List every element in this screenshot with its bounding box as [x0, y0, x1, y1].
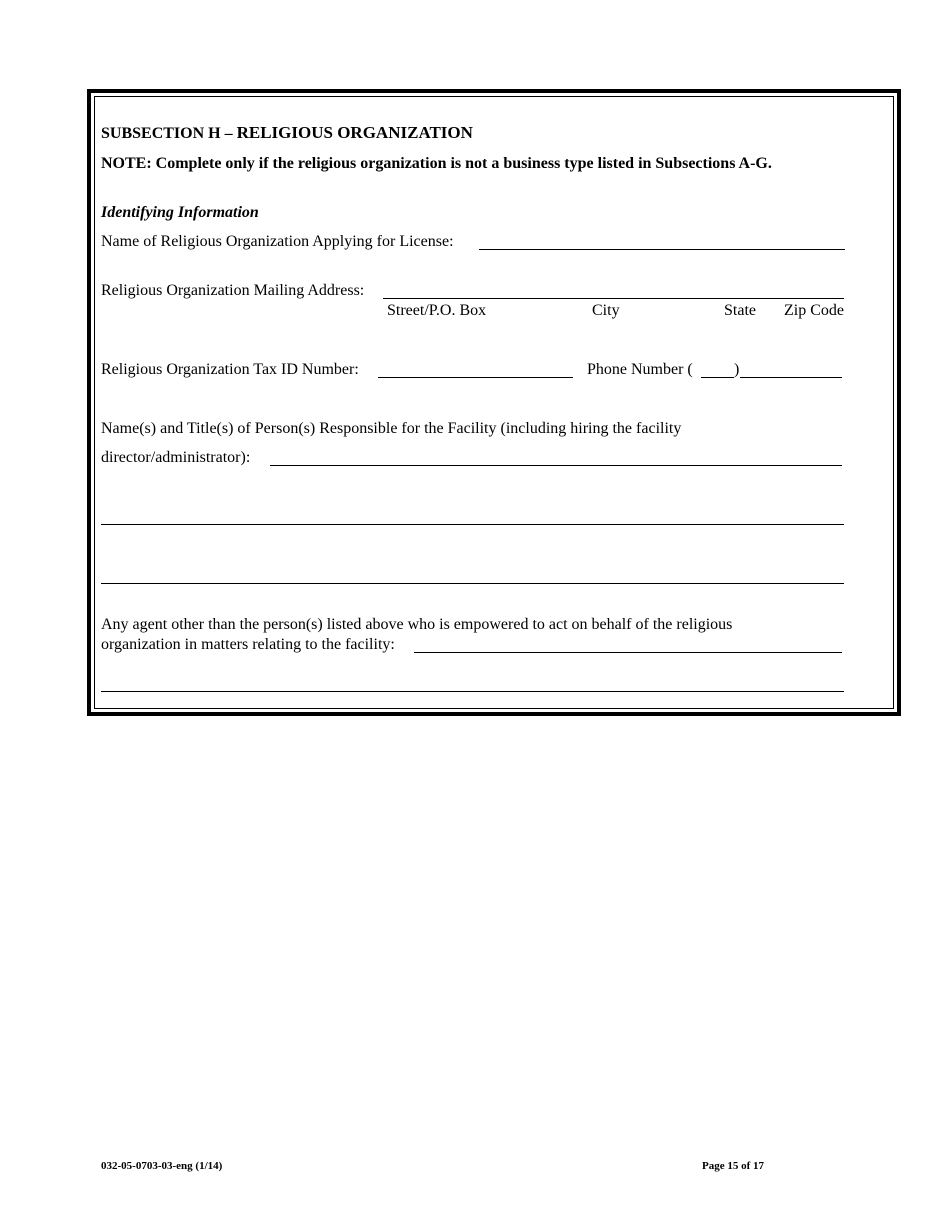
address-street-caption: Street/P.O. Box — [387, 302, 487, 319]
form-number: 032-05-0703-03-eng (1/14) — [101, 1160, 223, 1172]
responsible-label-line1: Name(s) and Title(s) of Person(s) Responsible for the Facility (including hiring the facility — [101, 420, 682, 437]
phone-label: Phone Number ( — [587, 361, 693, 378]
tax-id-field[interactable] — [378, 377, 573, 378]
agent-field-line1[interactable] — [414, 652, 842, 653]
responsible-field-line3[interactable] — [101, 583, 844, 584]
org-name-label: Name of Religious Organization Applying for License: — [101, 233, 454, 250]
phone-area-code-field[interactable] — [701, 377, 734, 378]
responsible-label-line2: director/administrator): — [101, 449, 251, 466]
address-state-caption: State — [724, 302, 756, 319]
phone-number-field[interactable] — [740, 377, 842, 378]
section-note: NOTE: Complete only if the religious organization is not a business type listed in Subsections A-G. — [101, 155, 772, 172]
address-city-caption: City — [592, 302, 620, 319]
mailing-address-field[interactable] — [383, 298, 844, 299]
identifying-heading: Identifying Information — [101, 204, 259, 221]
phone-close-paren: ) — [734, 361, 740, 378]
org-name-field[interactable] — [479, 249, 845, 250]
page-number: Page 15 of 17 — [702, 1160, 765, 1172]
responsible-field-line1[interactable] — [270, 465, 842, 466]
section-title: SUBSECTION H – RELIGIOUS ORGANIZATION — [101, 123, 473, 142]
address-zip-caption: Zip Code — [784, 302, 844, 319]
mailing-address-label: Religious Organization Mailing Address: — [101, 282, 365, 299]
agent-field-line2[interactable] — [101, 691, 844, 692]
agent-label-line2: organization in matters relating to the facility: — [101, 636, 395, 653]
responsible-field-line2[interactable] — [101, 524, 844, 525]
tax-id-label: Religious Organization Tax ID Number: — [101, 361, 359, 378]
agent-label-line1: Any agent other than the person(s) listed above who is empowered to act on behalf of the religious — [101, 616, 733, 633]
